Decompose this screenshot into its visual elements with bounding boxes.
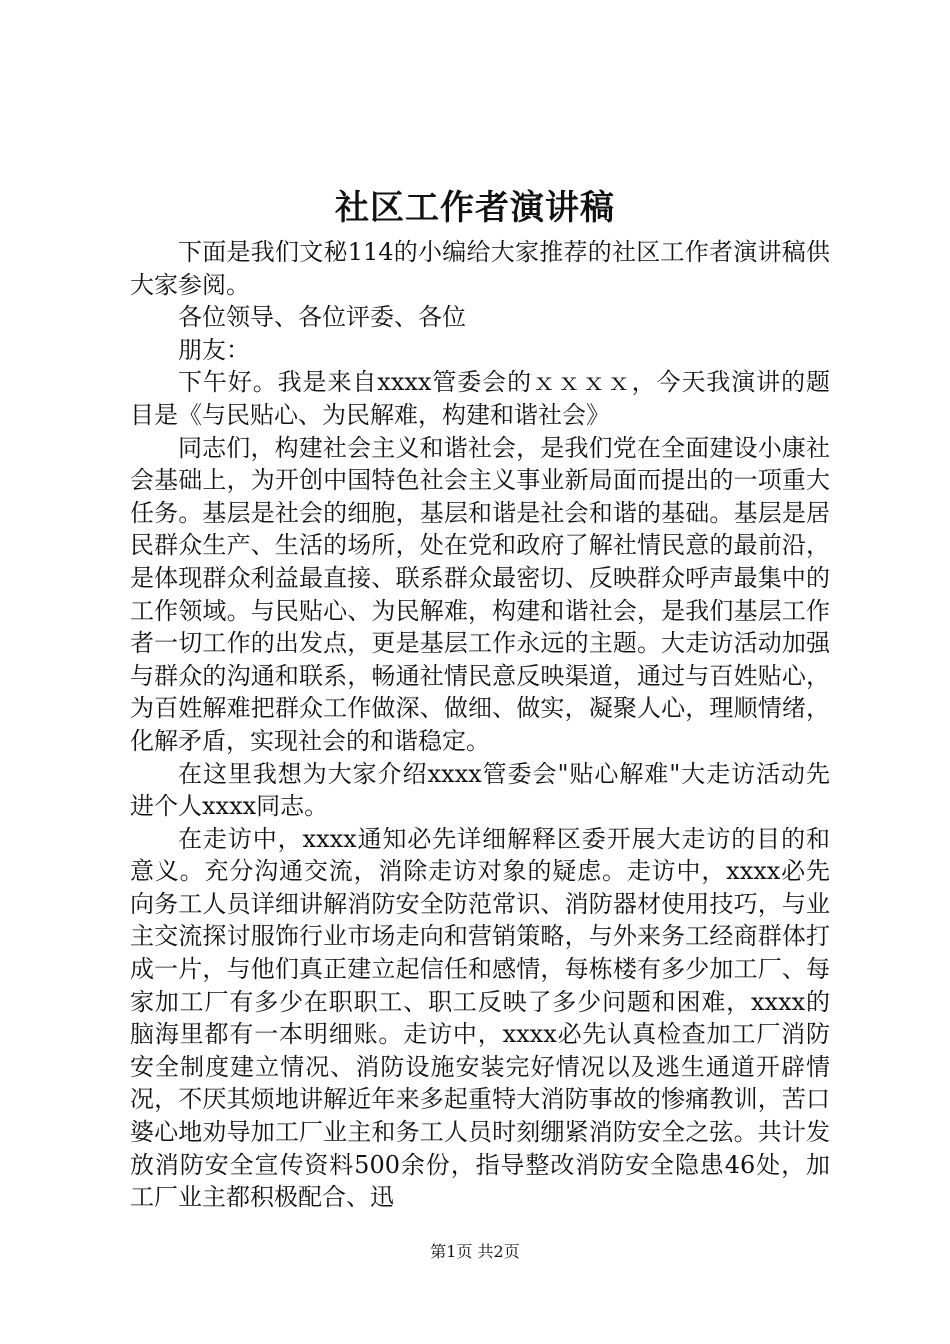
document-body bbox=[130, 236, 830, 1214]
page-footer: 第1页 共2页 bbox=[430, 1242, 520, 1261]
paragraph-main: 同志们，构建社会主义和谐社会，是我们党在全面建设小康社会基础上，为开创中国特色社会主义事业新局面而提出的一项重大任务。基层是社会的细胞，基层和谐是社会和谐的基础。基层是居民群众生产、生活的场所，处在党和政府了解社情民意的最前沿，是体现群众利益最直接、联系群众最密切、反映群众呼声最集中的工作领域。与民贴心、为民解难，构建和谐社会，是我们基层工作者一切工作的出发点，更是基层工作永远的主题。大走访活动加强与群众的沟通和联系，畅通社情民意反映渠道，通过与百姓贴心，为百姓解难把群众工作做深、做细、做实，凝聚人心，理顺情绪，化解矛盾，实现社会的和谐稳定。 bbox=[130, 433, 830, 755]
paragraph-visit: 在走访中，xxxx通知必先详细解释区委开展大走访的目的和意义。充分沟通交流，消除走访对象的疑虑。走访中，xxxx必先向务工人员详细讲解消防安全防范常识、消防器材使用技巧，与业主交流探讨服饰行业市场走向和营销策略，与外来务工经商群体打成一片，与他们真正建立起信任和感情，每栋楼有多少加工厂、每家加工厂有多少在职职工、职工反映了多少问题和困难，xxxx的脑海里都有一本明细账。走访中，xxxx必先认真检查加工厂消防安全制度建立情况、消防设施安装完好情况以及逃生通道开辟情况，不厌其烦地讲解近年来多起重特大消防事故的惨痛教训，苦口婆心地劝导加工厂业主和务工人员时刻绷紧消防安全之弦。共计发放消防安全宣传资料500余份，指导整改消防安全隐患46处，加工厂业主都积极配合、迅 bbox=[130, 824, 830, 1212]
paragraph-salutation-2: 朋友： bbox=[178, 335, 250, 364]
document-title: 社区工作者演讲稿 bbox=[335, 188, 615, 228]
paragraph-introduce: 在这里我想为大家介绍xxxx管委会"贴心解难"大走访活动先进个人xxxx同志。 bbox=[130, 759, 830, 821]
paragraph-intro: 下面是我们文秘114的小编给大家推荐的社区工作者演讲稿供大家参阅。 bbox=[130, 238, 830, 299]
paragraph-greeting: 下午好。我是来自xxxx管委会的ｘｘｘｘ，今天我演讲的题目是《与民贴心、为民解难，构建和谐社会》 bbox=[130, 368, 830, 429]
paragraph-salutation-1: 各位领导、各位评委、各位 bbox=[178, 303, 466, 332]
